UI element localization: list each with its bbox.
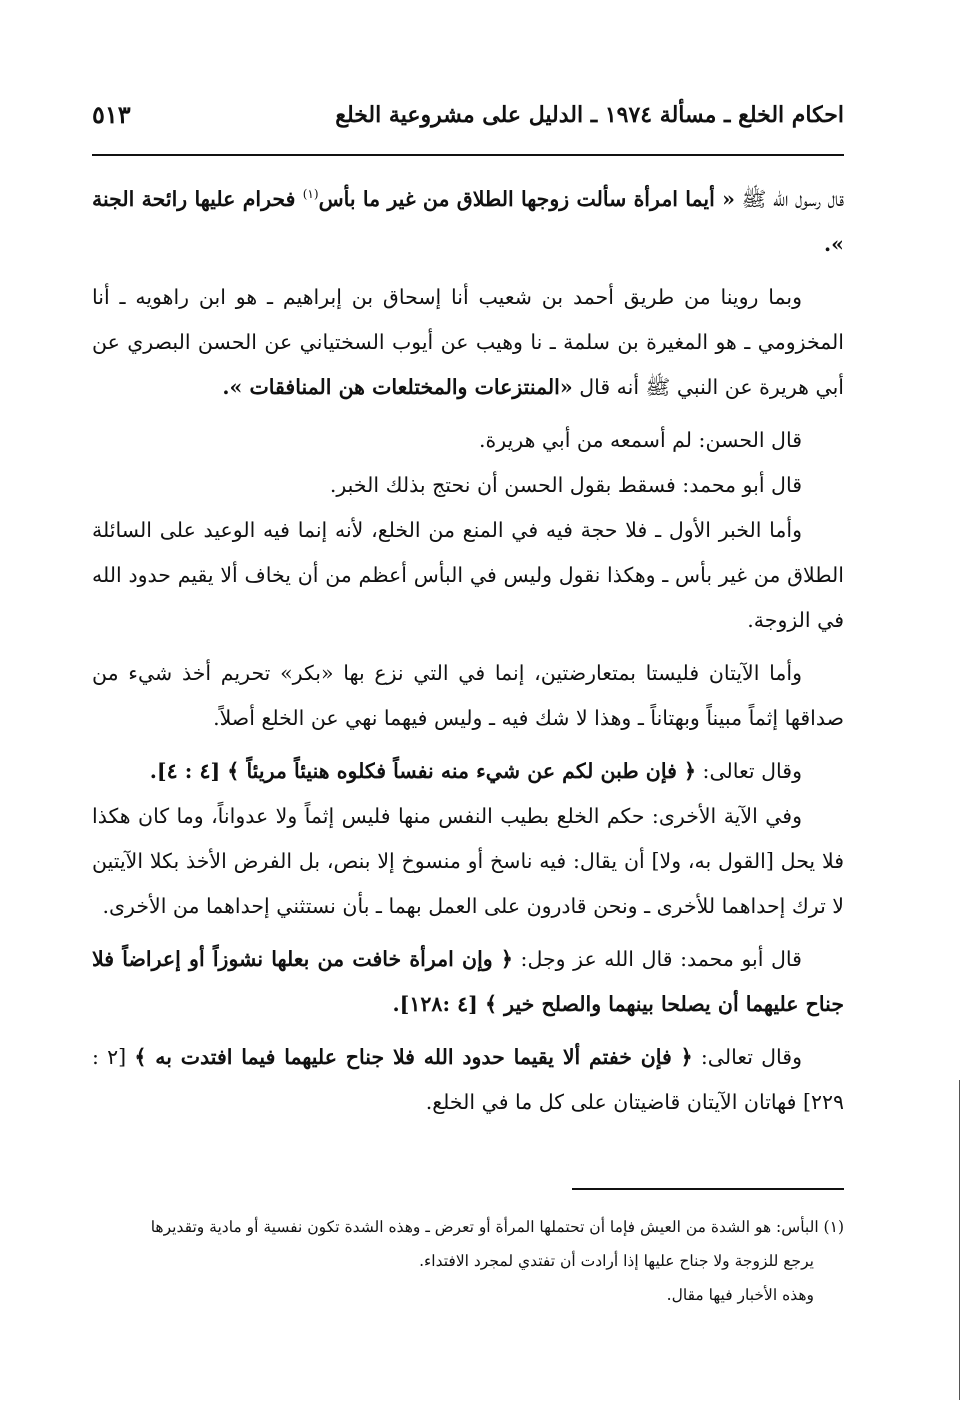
paragraph-text: وأما الخبر الأول ـ فلا حجة فيه في المنع من الخلع، لأنه إنما فيه الوعيد على السائلة الطلاق من غير بأس ـ وهكذا نقول وليس في البأس أعظم من أن يخاف ألا يقيم حدود الله في الزوجة. — [92, 517, 844, 632]
footnote-1-line-3: وهذه الأخبار فيها مقال. — [666, 1286, 814, 1304]
quran-verse: ﴿ فإن طبن لكم عن شيء منه نفساً فكلوه هنيئاً مريئاً ﴾ [٤ : ٤]. — [149, 758, 697, 783]
footnote-1-line-1: (١) البأس: هو الشدة من العيش فإما أن تحتملها المرأة أو تعرض ـ وهذه الشدة تكون نفسية أو مادية وتقديرها — [150, 1218, 844, 1236]
paragraph-abu-muhammad-1 — [92, 463, 844, 508]
paragraph-two-verses — [92, 651, 844, 741]
running-title: احكام الخلع ـ مسألة ١٩٧٤ ـ الدليل على مشروعية الخلع — [335, 102, 844, 128]
paragraph-hadith-2 — [92, 275, 844, 410]
footnote-1-line-2: يرجع للزوجة ولا جناح عليها إذا أرادت أن تفتدي لمجرد الافتداء. — [419, 1252, 814, 1270]
paragraph-verse-2-229 — [92, 1035, 844, 1125]
quran-verse: ﴿ وإن امرأة خافت من بعلها نشوزاً أو إعراضاً فلا جناح عليهما أن يصلحا بينهما والصلح خير ﴾ [٤ :١٢٨]. — [92, 946, 844, 1016]
footnote-rule — [572, 1188, 844, 1190]
page-number: ٥١٣ — [92, 100, 131, 129]
paragraph-text: قال رسول الله ﷺ — [734, 186, 845, 211]
hadith-quote: « أيما امرأة سألت زوجها الطلاق من غير ما بأس — [318, 186, 735, 211]
paragraph-text: وقال تعالى: — [696, 758, 802, 783]
quran-verse: ﴿ فإن خفتم ألا يقيما حدود الله فلا جناح عليهما فيما افتدت به ﴾ — [134, 1044, 693, 1069]
paragraph-first-report — [92, 508, 844, 643]
footnote-reference: (١) — [302, 187, 319, 201]
scan-edge-line — [959, 1080, 960, 1400]
paragraph-text: قال أبو محمد: قال الله عز وجل: — [512, 946, 802, 971]
hadith-quote-end: فحرام عليها رائحة الجنة ». — [92, 186, 844, 256]
main-text — [92, 172, 844, 1133]
paragraph-verse-4-4 — [92, 749, 844, 794]
paragraph-text: قال أبو محمد: فسقط بقول الحسن أن نحتج بذلك الخبر. — [329, 472, 802, 497]
paragraph-verse-4-128 — [92, 937, 844, 1027]
paragraph-text: وأما الآيتان فليستا بمتعارضتين، إنما في التي نزع بها «بكر» تحريم أخذ شيء من صداقها إثماً مبيناً وبهتاناً ـ وهذا لا شك فيه ـ وليس فيهما نهي عن الخلع أصلاً. — [92, 660, 844, 730]
paragraph-hadith-1 — [92, 172, 844, 267]
paragraph-text: وقال تعالى: — [692, 1044, 803, 1069]
paragraph-text: وفي الآية الأخرى: حكم الخلع بطيب النفس منها فليس إثماً ولا عدواناً، وما كان هكذا فلا يحل [القول به، ولا] أن يقال: فيه ناسخ أو منسوخ إلا بنص، بل الفرض الأخذ بكلا الآيتين لا ترك إحداهما للأخرى ـ ونحن قادرون على العمل بهما ـ بأن نستثني إحداهما من الأخرى. — [92, 803, 844, 918]
paragraph-text-end: [٢ : ٢٢٩] فهاتان الآيتان قاضيتان على كل ما في الخلع. — [92, 1044, 844, 1114]
hadith-quote: «المنتزعات والمختلعات هن المنافقات ». — [222, 374, 573, 399]
paragraph-other-verse — [92, 794, 844, 929]
paragraph-text: قال الحسن: لم أسمعه من أبي هريرة. — [479, 427, 802, 452]
page-header — [92, 96, 844, 142]
paragraph-hasan — [92, 418, 844, 463]
paragraph-text: وبما روينا من طريق أحمد بن شعيب أنا إسحاق بن إبراهيم ـ هو ابن راهويه ـ أنا المخزومي ـ هو المغيرة بن سلمة ـ نا وهيب عن أيوب السختياني عن الحسن البصري عن أبي هريرة عن النبي ﷺ أنه قال — [92, 284, 844, 399]
header-rule — [92, 154, 844, 156]
footnotes — [92, 1210, 844, 1312]
